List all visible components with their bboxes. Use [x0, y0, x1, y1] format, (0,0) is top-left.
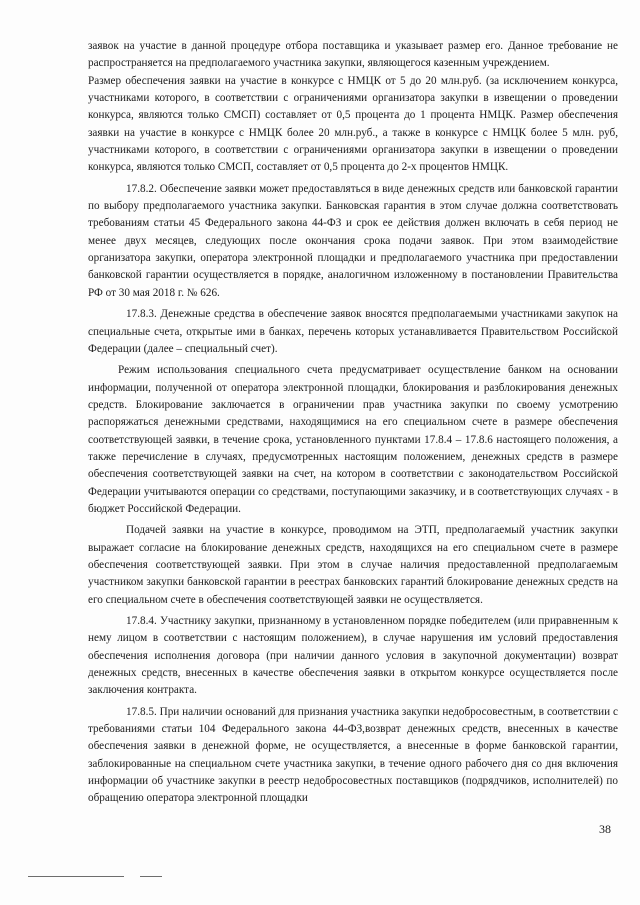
paragraph-17-8-4: 17.8.4. Участнику закупки, признанному в установленном порядке победителем (или приравненным к нему лицом в соответствии с настоящим положением), в случае нарушения им условий предоставления обеспечения исполнения договора (при наличии данного условия в закупочной документации) возврат денежных средств, внесенных в качестве обеспечения заявки в открытом конкурсе осуществляется после заключения контракта.: [88, 615, 618, 697]
document-body: [88, 38, 618, 808]
paragraph-special-account-mode: Режим использования специального счета предусматривает осуществление банком на основании информации, полученной от оператора электронной площадки, блокирования и разблокирования денежных средств. Блокирование заключается в ограничении прав участника закупки по своему усмотрению распоряжаться денежными средствами, находящимися на его специальном счете в размере обеспечения соответствующей заявки, в течение срока, установленного пунктами 17.8.4 – 17.8.6 настоящего положения, а также перечисление в случаях, предусмотренных настоящим положением, денежных средств в размере обеспечения соответствующей заявки на счет, на котором в соответствии с законодательством Российской Федерации учитываются операции со средствами, поступающими заказчику, и в соответствующих случаях - в бюджет Российской Федерации.: [88, 364, 618, 515]
paragraph-17-8-5: 17.8.5. При наличии оснований для признания участника закупки недобросовестным, в соответствии с требованиями статьи 104 Федерального закона 44-ФЗ,возврат денежных средств, внесенных в качестве обеспечения заявки в денежной форме, не осуществляется, а внесенные в форме банковской гарантии, заблокированные на специальном счете участника закупки, в течение одного рабочего дня со дня включения информации об участнике закупки в реестр недобросовестных поставщиков (подрядчиков, исполнителей) по обращению оператора электронной площадки: [88, 705, 618, 805]
paragraph-security-size: Размер обеспечения заявки на участие в конкурсе с НМЦК от 5 до 20 млн.руб. (за исключением конкурса, участниками которого, в соответствии с ограничениями организатора закупки в извещении о проведении конкурса, являются только СМСП) составляет от 0,5 процента до 1 процента НМЦК. Размер обеспечения заявки на участие в конкурсе с НМЦК более 20 млн.руб., а также в конкурсе с НМЦК более 5 млн. руб, участниками которого, в соответствии с ограничениями организатора закупки в извещении о проведении конкурса, являются только СМСП, составляет от 0,5 процента до 2-х процентов НМЦК.: [88, 74, 618, 174]
paragraph-17-8-2: 17.8.2. Обеспечение заявки может предоставляться в виде денежных средств или банковской гарантии по выбору предполагаемого участника закупки. Банковская гарантия в этом случае должна соответствовать требованиям статьи 45 Федерального закона 44-ФЗ и срок ее действия должен включать в себя период не менее двух месяцев, следующих после окончания срока подачи заявок. При этом взаимодействие организатора закупки, оператора электронной площадки и предполагаемого участника при предоставлении банковской гарантии осуществляется в порядке, аналогичном изложенному в постановлении Правительства РФ от 30 мая 2018 г. № 626.: [88, 182, 618, 299]
scan-artifact-dash: [140, 876, 162, 877]
paragraph-17-8-3: 17.8.3. Денежные средства в обеспечение заявок вносятся предполагаемыми участниками закупок на специальные счета, открытые ими в банках, перечень которых устанавливается Правительством Российской Федерации (далее – специальный счет).: [88, 308, 618, 355]
paragraph-application-consent: Подачей заявки на участие в конкурсе, проводимом на ЭТП, предполагаемый участник закупки выражает согласие на блокирование денежных средств, находящихся на его специальном счете в размере обеспечения соответствующей заявки. При этом в случае наличия предоставленной предполагаемым участником закупки банковской гарантии в реестрах банковских гарантий блокирование денежных средств на его специальном счете в обеспечения соответствующей заявки не осуществляется.: [88, 524, 618, 606]
page-number: 38: [599, 822, 611, 836]
paragraph-continuation: заявок на участие в данной процедуре отбора поставщика и указывает размер его. Данное требование не распространяется на предполагаемого участника закупки, являющегося казенным учреждением.: [88, 40, 618, 70]
scan-artifact-line: [28, 876, 124, 877]
